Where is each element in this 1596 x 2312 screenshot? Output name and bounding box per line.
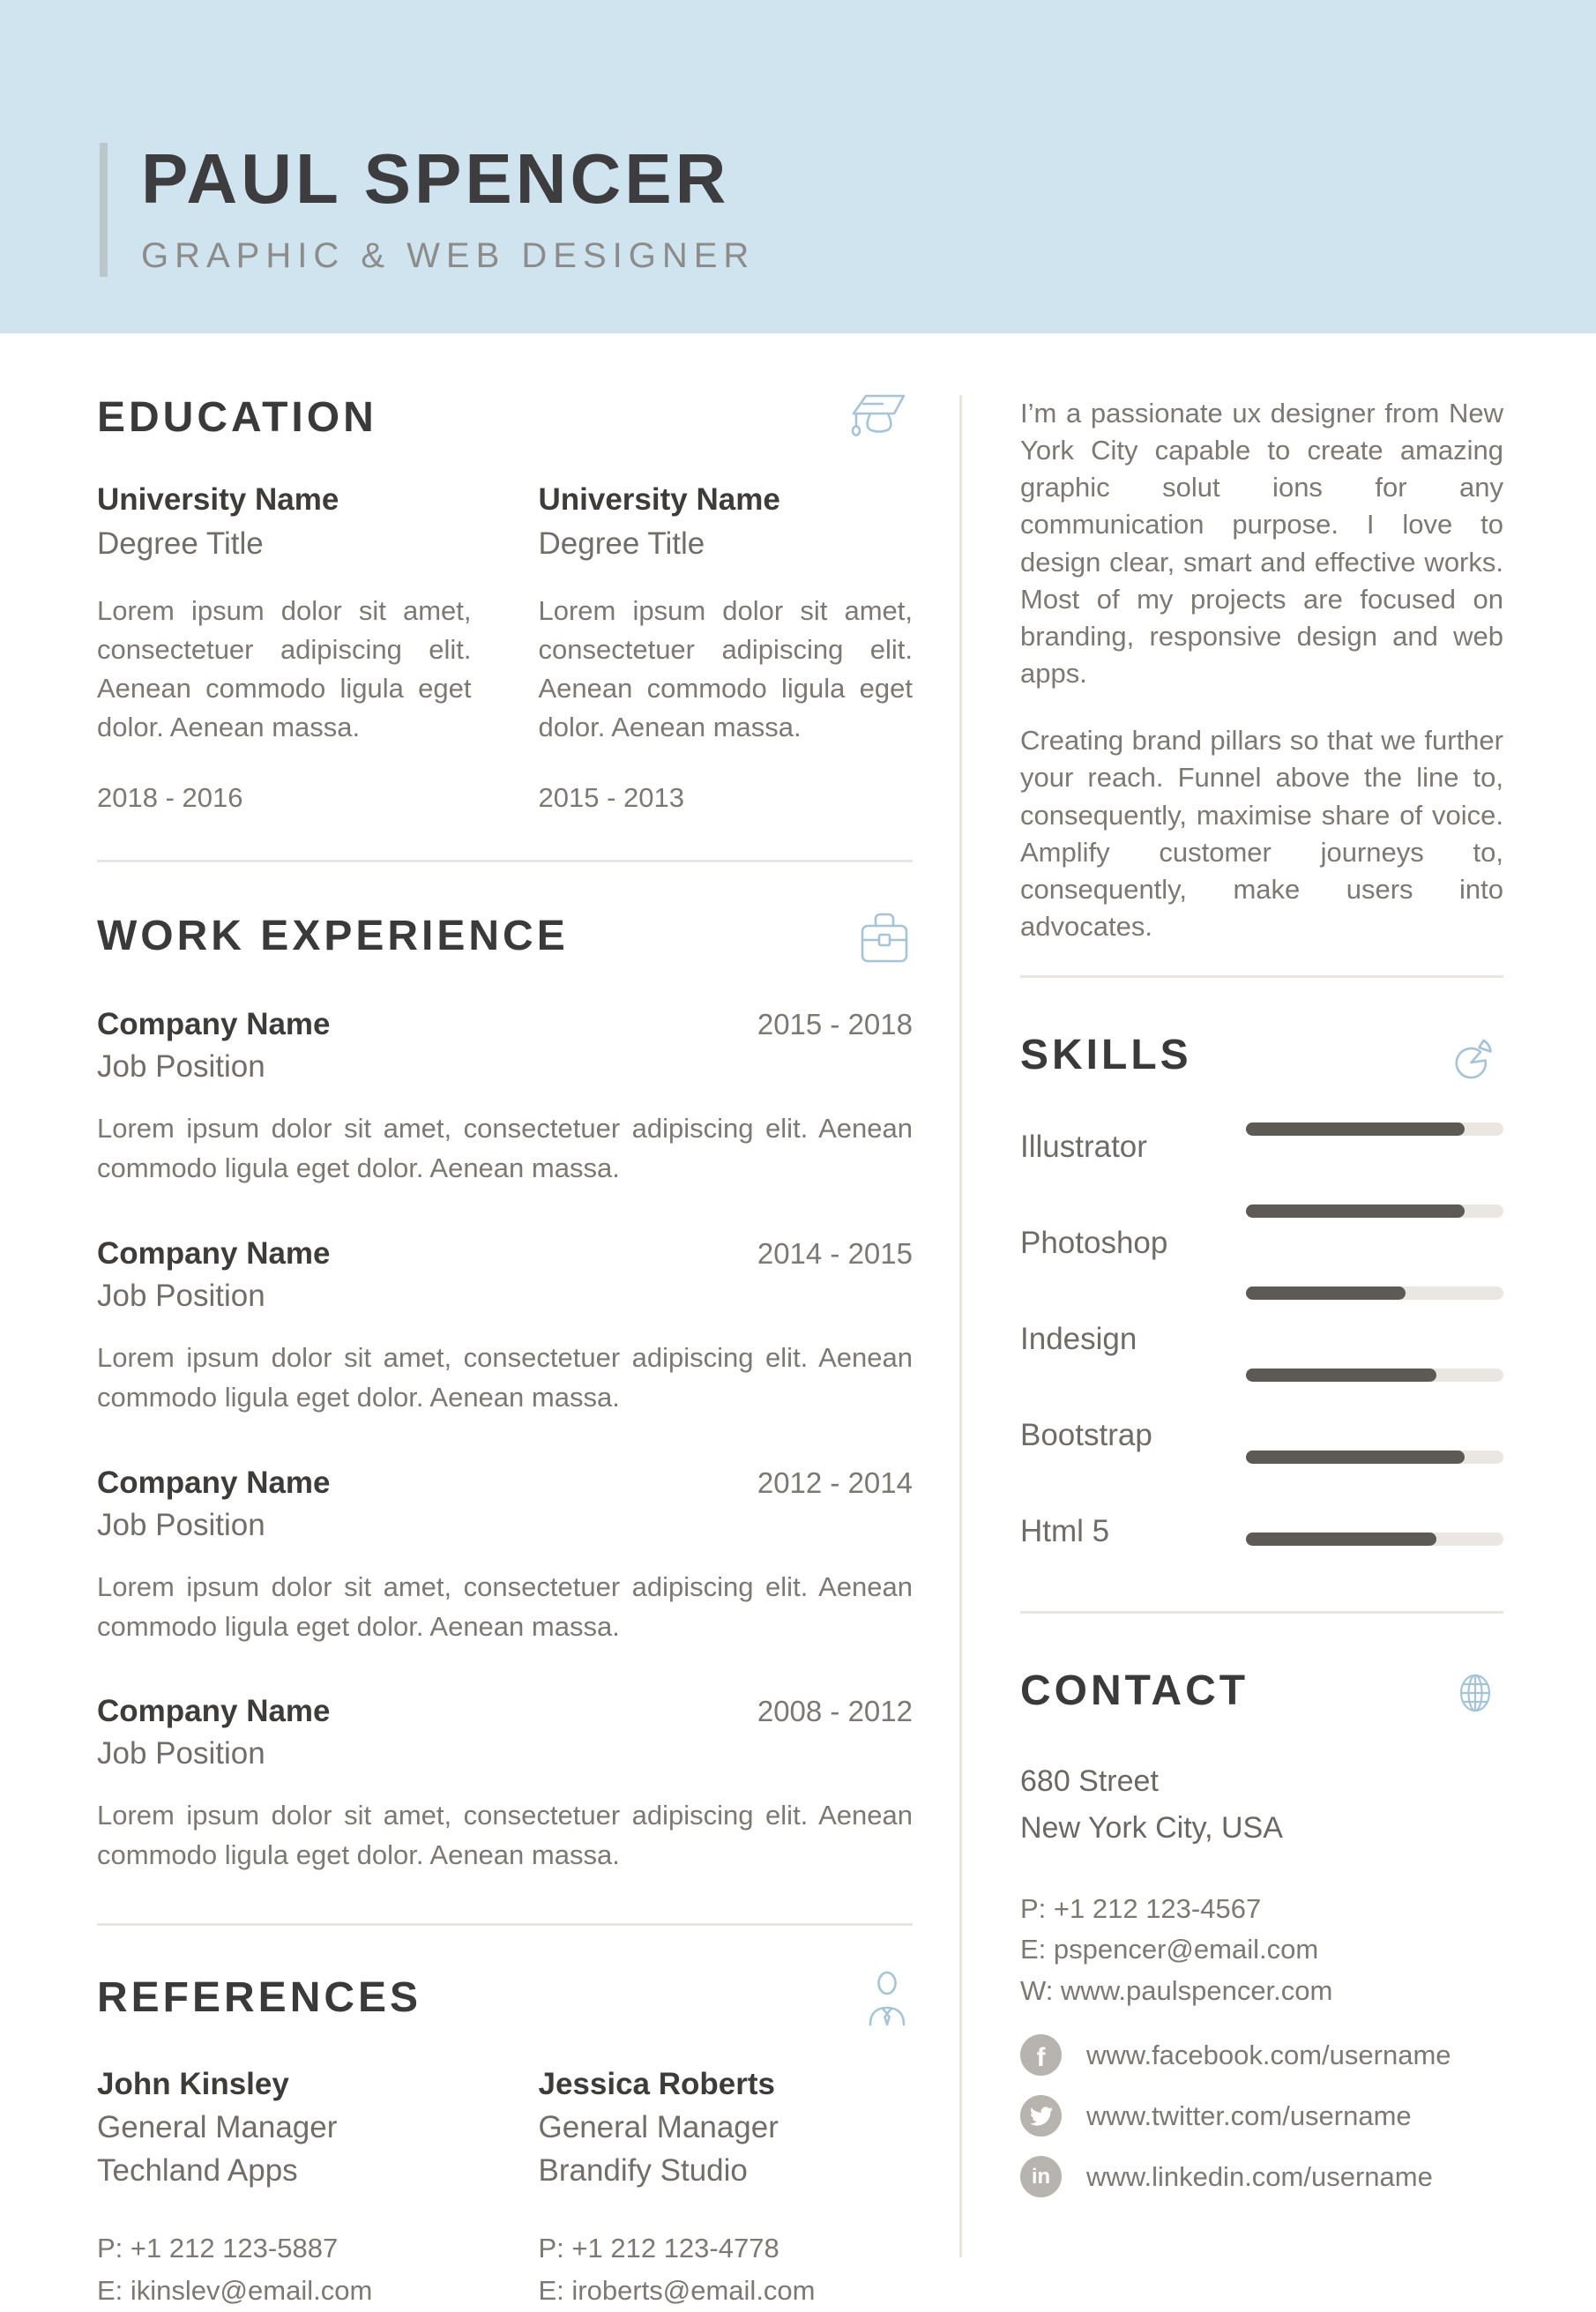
skill-bar-track (1246, 1369, 1503, 1382)
social-row-facebook (1020, 2034, 1503, 2076)
reference-email: E: iroberts@email.com (538, 2275, 816, 2307)
references-section-head (97, 1975, 913, 2028)
pie-chart-icon (1445, 1027, 1503, 1089)
job-description: Lorem ipsum dolor sit amet, consectetuer adipiscing elit. Aenean commodo ligula eget dolor. Aenean massa. (97, 1341, 913, 1413)
social-row-twitter (1020, 2095, 1503, 2137)
work-period: 2014 - 2015 (757, 1236, 913, 1270)
left-column (97, 394, 913, 2307)
reference-entry (97, 2067, 472, 2312)
job-position: Job Position (97, 1507, 265, 1542)
skill-label: Indesign (1020, 1322, 1137, 1357)
university-name: University Name (97, 481, 339, 517)
reference-email: E: ikinslev@email.com (97, 2275, 373, 2307)
company-name: Company Name (97, 1694, 331, 1729)
skills-heading: SKILLS (1020, 1032, 1192, 1079)
work-entries (97, 1007, 913, 1876)
work-entry (97, 1007, 913, 1189)
education-entries (97, 482, 913, 814)
reference-company: Brandify Studio (538, 2153, 748, 2189)
facebook-icon: f (1020, 2034, 1062, 2076)
linkedin-url: www.linkedin.com/username (1086, 2160, 1433, 2192)
about-block (1020, 395, 1503, 945)
skill-bar-fill (1246, 1287, 1406, 1300)
work-section-head (97, 914, 913, 968)
about-paragraph: Creating brand pillars so that we further your reach. Funnel above the line to, consequently, maximise share of voice. Amplify customer journeys to, consequently, make users into advocates. (1020, 725, 1503, 943)
skill-bars (1246, 1122, 1503, 1615)
work-entry (97, 1694, 913, 1876)
reference-role: General Manager (538, 2110, 779, 2145)
skill-label: Photoshop (1020, 1226, 1168, 1261)
job-position: Job Position (97, 1278, 265, 1313)
work-entry (97, 1236, 913, 1418)
globe-icon (1447, 1663, 1503, 1723)
divider (97, 1923, 913, 1926)
skill-bar-fill (1246, 1533, 1436, 1546)
skill-bar-track (1246, 1287, 1503, 1300)
skill-labels (1020, 1130, 1167, 1610)
contact-website: W: www.paulspencer.com (1020, 1974, 1333, 2006)
contact-lines (1020, 1889, 1503, 2012)
briefcase-icon (856, 908, 913, 968)
education-description: Lorem ipsum dolor sit amet, consectetuer adipiscing elit. Aenean commodo ligula eget dolor. Aenean massa. (97, 594, 472, 742)
company-name: Company Name (97, 1006, 331, 1041)
skills-rows (1020, 1117, 1503, 1611)
person-icon (861, 1970, 913, 2028)
address-line: 680 Street (1020, 1764, 1159, 1799)
skill-bar-fill (1246, 1451, 1465, 1464)
job-position: Job Position (97, 1048, 265, 1084)
job-description: Lorem ipsum dolor sit amet, consectetuer adipiscing elit. Aenean commodo ligula eget dolor. Aenean massa. (97, 1800, 913, 1871)
job-position: Job Position (97, 1736, 265, 1771)
person-role: GRAPHIC & WEB DESIGNER (141, 235, 756, 275)
reference-phone: P: +1 212 123-4778 (538, 2233, 779, 2264)
main-content (0, 333, 1596, 2307)
education-entry (97, 482, 472, 814)
reference-role: General Manager (97, 2110, 338, 2145)
education-section-head (97, 395, 913, 442)
contact-address (1020, 1758, 1503, 1851)
skill-label: Html 5 (1020, 1514, 1110, 1549)
divider (97, 860, 913, 862)
about-paragraph: I’m a passionate ux designer from New York City capable to create amazing graphic solut ions for any communication purpose. I love to design clear, smart and effective works. Most of my projects are focused on branding, responsive design and web apps. (1020, 398, 1503, 690)
skill-bar-track (1246, 1451, 1503, 1464)
reference-entries (97, 2067, 913, 2312)
contact-email: E: pspencer@email.com (1020, 1934, 1319, 1965)
university-name: University Name (538, 481, 780, 517)
education-period: 2018 - 2016 (97, 781, 243, 813)
skill-bar-fill (1246, 1204, 1465, 1218)
address-line: New York City, USA (1020, 1810, 1283, 1845)
divider (1020, 975, 1503, 978)
work-heading: WORK EXPERIENCE (97, 912, 569, 959)
twitter-icon (1020, 2095, 1062, 2137)
skill-bar-fill (1246, 1122, 1465, 1136)
accent-bar (100, 143, 108, 277)
contact-phone: P: +1 212 123-4567 (1020, 1892, 1262, 1924)
skills-section-head (1020, 1033, 1503, 1089)
reference-name: Jessica Roberts (538, 2067, 775, 2102)
job-description: Lorem ipsum dolor sit amet, consectetuer adipiscing elit. Aenean commodo ligula eget dolor. Aenean massa. (97, 1112, 913, 1183)
contact-section-head (1020, 1668, 1503, 1723)
skill-label: Illustrator (1020, 1130, 1147, 1165)
work-period: 2012 - 2014 (757, 1466, 913, 1499)
person-name: PAUL SPENCER (141, 139, 730, 218)
company-name: Company Name (97, 1235, 331, 1271)
education-heading: EDUCATION (97, 394, 377, 441)
column-separator (959, 395, 962, 2257)
job-description: Lorem ipsum dolor sit amet, consectetuer adipiscing elit. Aenean commodo ligula eget dolor. Aenean massa. (97, 1570, 913, 1642)
work-period: 2008 - 2012 (757, 1695, 913, 1728)
reference-company: Techland Apps (97, 2153, 298, 2189)
twitter-url: www.twitter.com/username (1086, 2099, 1412, 2131)
right-column (1020, 395, 1503, 2257)
skill-bar-track (1246, 1533, 1503, 1546)
facebook-url: www.facebook.com/username (1086, 2039, 1451, 2070)
reference-name: John Kinsley (97, 2067, 289, 2102)
linkedin-icon: in (1020, 2156, 1062, 2197)
degree-title: Degree Title (97, 526, 264, 561)
degree-title: Degree Title (538, 526, 705, 561)
references-heading: REFERENCES (97, 1974, 422, 2022)
header (0, 0, 1596, 333)
skill-bar-track (1246, 1122, 1503, 1136)
skill-label: Bootstrap (1020, 1418, 1152, 1453)
reference-entry (539, 2067, 914, 2312)
education-period: 2015 - 2013 (538, 781, 684, 813)
education-description: Lorem ipsum dolor sit amet, consectetuer adipiscing elit. Aenean commodo ligula eget dolor. Aenean massa. (538, 594, 913, 742)
work-entry (97, 1466, 913, 1647)
education-entry (539, 482, 914, 814)
skill-bar-track (1246, 1204, 1503, 1218)
graduation-cap-icon (844, 390, 913, 441)
contact-heading: CONTACT (1020, 1667, 1249, 1715)
work-period: 2015 - 2018 (757, 1007, 913, 1040)
reference-phone: P: +1 212 123-5887 (97, 2233, 339, 2264)
social-row-linkedin (1020, 2156, 1503, 2197)
skill-bar-fill (1246, 1369, 1436, 1382)
social-links (1020, 2034, 1503, 2197)
company-name: Company Name (97, 1465, 331, 1500)
